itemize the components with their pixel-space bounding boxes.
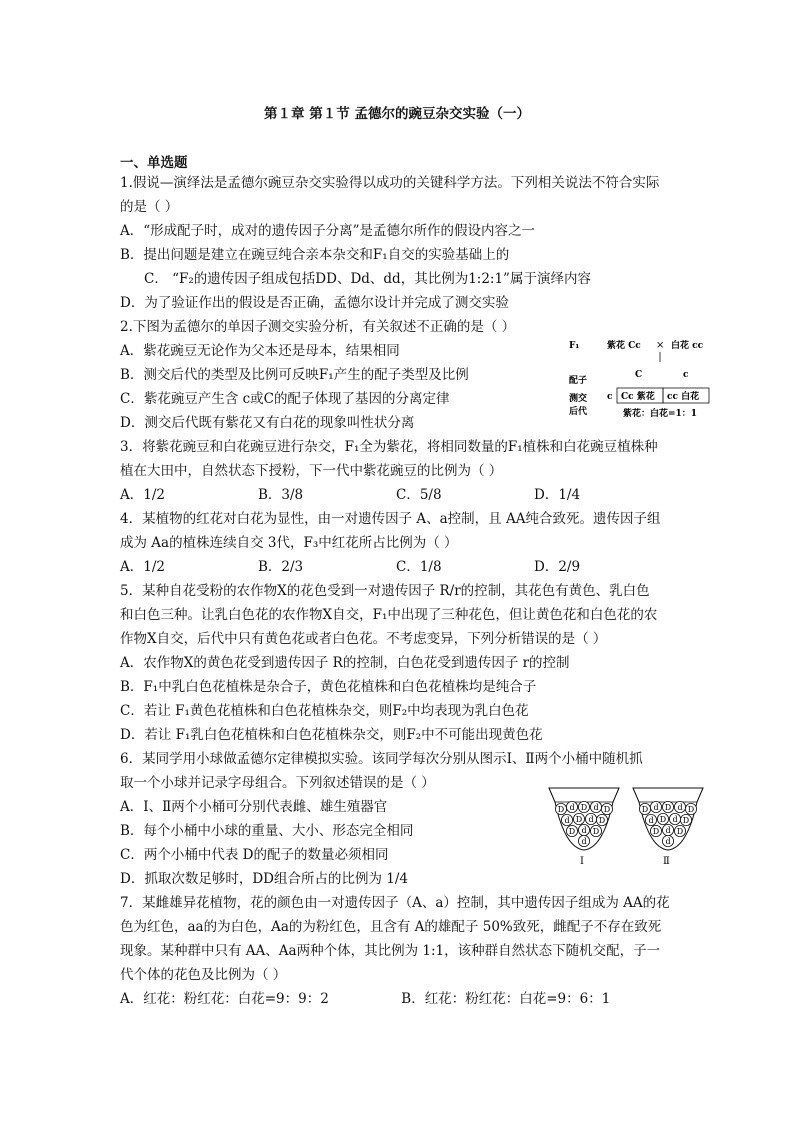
q3-option-a: A．1/2 — [120, 487, 165, 503]
q5-option-a: A．农作物X的黄色花受到遗传因子 R的控制，白色花受到遗传因子 r的控制 — [120, 655, 570, 671]
ball-letter: d — [653, 803, 659, 812]
q3-option-b: B．3/8 — [258, 487, 304, 503]
q2-option-a: A．紫花豌豆无论作为父本还是母本，结果相同 — [120, 343, 400, 359]
q4-options — [120, 555, 690, 579]
bucket-2-label: Ⅱ — [663, 856, 670, 867]
bucket-1-label: Ⅰ — [580, 856, 584, 867]
ball-letter: D — [676, 827, 684, 836]
q2-stem: 2.下图为孟德尔的单因子测交实验分析，有关叙述不正确的是（ ） — [120, 319, 516, 335]
gamete-big-c: C — [635, 370, 643, 380]
q5-line-1: 5．某种自花受粉的农作物X的花色受到一对遗传因子 R/r的控制，其花色有黄色、乳白色 — [120, 583, 650, 599]
gamete-label: 配子 — [569, 376, 588, 386]
q4-line-2: 成为 Aa的植株连续自交 3代，F₃中红花所占比例为（ ） — [120, 535, 458, 551]
q3-option-d: D．1/4 — [534, 487, 581, 503]
q1-option-a: A．“形成配子时，成对的遗传因子分离”是孟德尔所作的假设内容之一 — [120, 223, 536, 239]
f1-label: F₁ — [569, 341, 580, 351]
q3-options — [120, 483, 690, 507]
q1-line-2: 的是（ ） — [120, 199, 179, 215]
ball-letter: d — [564, 816, 570, 825]
q6-option-a: A．Ⅰ、Ⅱ两个小桶可分别代表雌、雄生殖器官 — [120, 799, 388, 815]
testcross-label-2: 后代 — [569, 407, 588, 417]
q4-option-d: D．2/9 — [534, 559, 581, 575]
testcross-diagram — [565, 336, 715, 426]
q5-option-b: B．F₁中乳白色花植株是杂合子，黄色花植株和白色花植株均是纯合子 — [120, 679, 537, 695]
q1-option-d: D．为了验证作出的假设是否正确，孟德尔设计并完成了测交实验 — [120, 295, 509, 311]
ball-letter: d — [581, 826, 587, 835]
q7-line-2: 色为红色，aa的为白色，Aa的为粉红色，且含有 A的雄配子 50%致死，雌配子不存在致死 — [120, 919, 662, 935]
q7-line-3: 现象。某种群中只有 AA、Aa两种个体，其比例为 1:1，该种群自然状态下随机交配，子一 — [120, 943, 661, 959]
q1-option-b: B．提出问题是建立在豌豆纯合亲本杂交和F₁自交的实验基础上的 — [120, 247, 510, 263]
q5-line-2: 和白色三种。让乳白色花的农作物X自交，F₁中出现了三种花色，但让黄色花和白色花的农 — [120, 607, 658, 623]
ball-letter: D — [641, 805, 649, 814]
q4-option-c: C．1/8 — [396, 559, 442, 575]
q7-line-1: 7．某雌雄异花植物，花的颜色由一对遗传因子（A、a）控制，其中遗传因子组成为 AA的花 — [120, 895, 670, 911]
q5-line-3: 作物X自交，后代中只有黄色花或者白色花。不考虑变异，下列分析错误的是（ ） — [120, 631, 607, 647]
ball-letter: d — [569, 803, 575, 812]
ball-letter: d — [672, 815, 678, 824]
ball-letter: D — [575, 815, 583, 824]
ball-letter: D — [659, 815, 667, 824]
q2-option-b: B．测交后代的类型及比例可反映F₁产生的配子类型及比例 — [120, 367, 469, 383]
q6-option-d: D．抓取次数足够时，DD组合所占的比例为 1/4 — [120, 871, 408, 887]
q4-line-1: 4．某植物的红花对白花为显性，由一对遗传因子 A、a控制，且 AA纯合致死。遗传因子组 — [120, 511, 661, 527]
gamete-small-c-top: c — [683, 370, 689, 380]
q7-option-a: A．红花：粉红花：白花=9：9：2 — [120, 991, 329, 1007]
q5-option-d: D．若让 F₁乳白色花植株和白色花植株杂交，则F₂中不可能出现黄色花 — [120, 727, 543, 743]
ball-letter: d — [593, 803, 599, 812]
ball-letter: d — [665, 837, 671, 846]
ball-letter: D — [603, 805, 611, 814]
q6-option-b: B．每个小桶中小球的重量、大小、形态完全相同 — [120, 823, 414, 839]
q6-line-1: 6．某同学用小球做孟德尔定律模拟实验。该同学每次分别从图示Ⅰ、Ⅱ两个小桶中随机抓 — [120, 751, 643, 767]
cross-symbol: × — [656, 340, 665, 351]
ball-letter: D — [598, 816, 606, 825]
ball-letter: D — [557, 805, 565, 814]
ball-letter: D — [580, 803, 588, 812]
gamete-small-c-left: c — [607, 392, 613, 402]
ball-letter: D — [592, 827, 600, 836]
ball-letter: D — [652, 827, 660, 836]
q3-line-2: 植在大田中，自然状态下授粉，下一代中紫花豌豆的比例为（ ） — [120, 463, 503, 479]
cell-white: cc 白花 — [667, 392, 700, 402]
ball-letter: D — [568, 827, 576, 836]
q1-line-1: 1.假说—演绎法是孟德尔豌豆杂交实验得以成功的关键科学方法。下列相关说法不符合实际 — [120, 175, 660, 191]
parent-white: 白花 cc — [671, 341, 704, 351]
ball-letter: D — [682, 816, 690, 825]
ball-letter: d — [581, 837, 587, 846]
q1-option-c: C． “F₂的遗传因子组成包括DD、Dd、dd，其比例为1:2:1”属于演绎内容 — [144, 271, 591, 287]
cell-purple: Cc 紫花 — [621, 392, 655, 402]
q6-option-c: C．两个小桶中代表 D的配子的数量必须相同 — [120, 847, 389, 863]
ball-letter: d — [677, 803, 683, 812]
q2-option-d: D．测交后代既有紫花又有白花的现象叫性状分离 — [120, 415, 415, 431]
ball-letter: D — [664, 803, 672, 812]
q7-option-b: B．红花：粉红花：白花=9：6：1 — [401, 991, 611, 1007]
q4-option-a: A．1/2 — [120, 559, 165, 575]
ratio-text: 紫花：白花=1：1 — [623, 409, 698, 419]
q5-option-c: C．若让 F₁黄色花植株和白色花植株杂交，则F₂中均表现为乳白色花 — [120, 703, 529, 719]
ball-letter: d — [648, 816, 654, 825]
ball-letter: d — [588, 815, 594, 824]
q3-line-1: 3．将紫花豌豆和白花豌豆进行杂交，F₁全为紫花，将相同数量的F₁植株和白花豌豆植株种 — [120, 439, 658, 455]
section-heading: 一、单选题 — [120, 155, 188, 171]
ball-letter: d — [665, 826, 671, 835]
testcross-label-1: 测交 — [569, 394, 588, 404]
ball-group — [555, 801, 696, 846]
q4-option-b: B．2/3 — [258, 559, 304, 575]
page-title: 第１章 第１节 孟德尔的豌豆杂交实验（一） — [264, 106, 530, 122]
question-list — [120, 171, 690, 1011]
q7-options — [120, 987, 690, 1011]
parent-purple: 紫花 Cc — [607, 341, 641, 351]
ball-letter: D — [687, 805, 695, 814]
q6-line-2: 取一个小球并记录字母组合。下列叙述错误的是（ ） — [120, 775, 435, 791]
bucket-diagram — [545, 782, 710, 872]
q7-line-4: 代个体的花色及比例为（ ） — [120, 967, 287, 983]
q2-option-c: C．紫花豌豆产生含 c或C的配子体现了基因的分离定律 — [120, 391, 450, 407]
q3-option-c: C．5/8 — [396, 487, 442, 503]
